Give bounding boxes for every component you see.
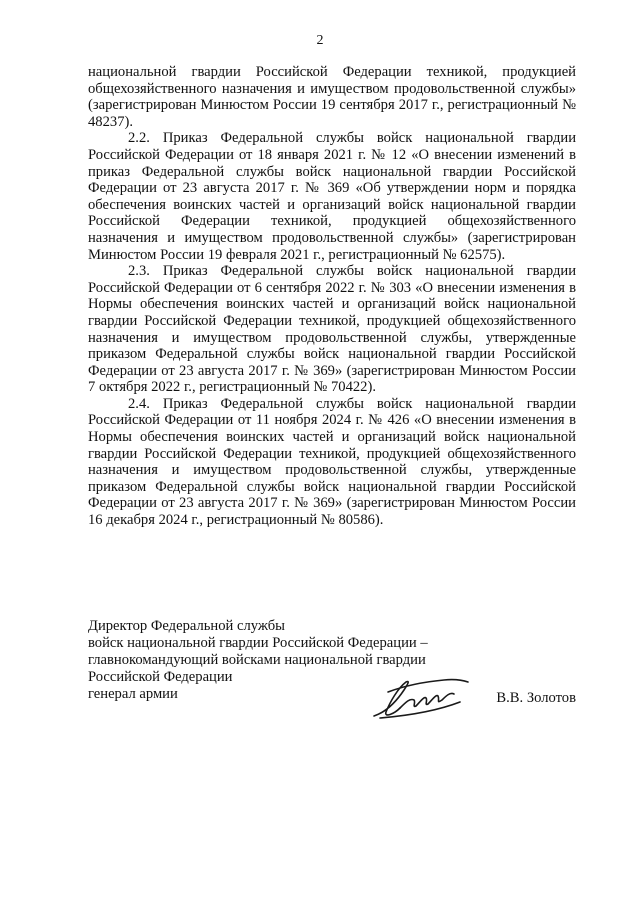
document-body (88, 64, 576, 529)
paragraph-2-2: 2.2. Приказ Федеральной службы войск национальной гвардии Российской Федерации от 18 января 2021 г. № 12 «О внесении изменений в приказ Федеральной службы войск национальной гвардии Российской Федерации от 23 августа 2017 г. № 369 «Об утверждении норм и порядка обеспечения воинских частей и организаций войск национальной гвардии Российской Федерации техникой, продукцией общехозяйственного назначения и имуществом продовольственной службы» (зарегистрирован Минюстом России 19 февраля 2021 г., регистрационный № 62575). (88, 130, 576, 263)
page-number: 2 (316, 33, 324, 48)
signatory-rank: генерал армии (88, 686, 178, 702)
signatory-name: В.В. Золотов (496, 690, 576, 706)
paragraph-2-3: 2.3. Приказ Федеральной службы войск национальной гвардии Российской Федерации от 6 сентября 2022 г. № 303 «О внесении изменения в Нормы обеспечения воинских частей и организаций войск национальной гвардии Российской Федерации техникой, продукцией общехозяйственного назначения и имуществом продовольственной службы, утвержденные приказом Федеральной службы войск национальной гвардии Российской Федерации от 23 августа 2017 г. № 369» (зарегистрирован Минюстом России 7 октября 2022 г., регистрационный № 70422). (88, 263, 576, 396)
signatory-title-line: главнокомандующий войсками национальной гвардии (88, 652, 426, 668)
handwritten-signature (364, 672, 474, 722)
signatory-title-line: войск национальной гвардии Российской Федерации – (88, 635, 428, 651)
signatory-title-line: Директор Федеральной службы (88, 618, 285, 634)
paragraph-2-4: 2.4. Приказ Федеральной службы войск национальной гвардии Российской Федерации от 11 ноября 2024 г. № 426 «О внесении изменения в Нормы обеспечения воинских частей и организаций войск национальной гвардии Российской Федерации техникой, продукцией общехозяйственного назначения и имуществом продовольственной службы, утвержденные приказом Федеральной службы войск национальной гвардии Российской Федерации от 23 августа 2017 г. № 369» (зарегистрирован Минюстом России 16 декабря 2024 г., регистрационный № 80586). (88, 395, 576, 529)
signatory-title-line: Российской Федерации (88, 669, 233, 685)
paragraph-continuation: национальной гвардии Российской Федерации техникой, продукцией общехозяйственного назначения и имуществом продовольственной службы» (зарегистрирован Минюстом России 19 сентября 2017 г., регистрационный № 48237). (88, 64, 576, 130)
